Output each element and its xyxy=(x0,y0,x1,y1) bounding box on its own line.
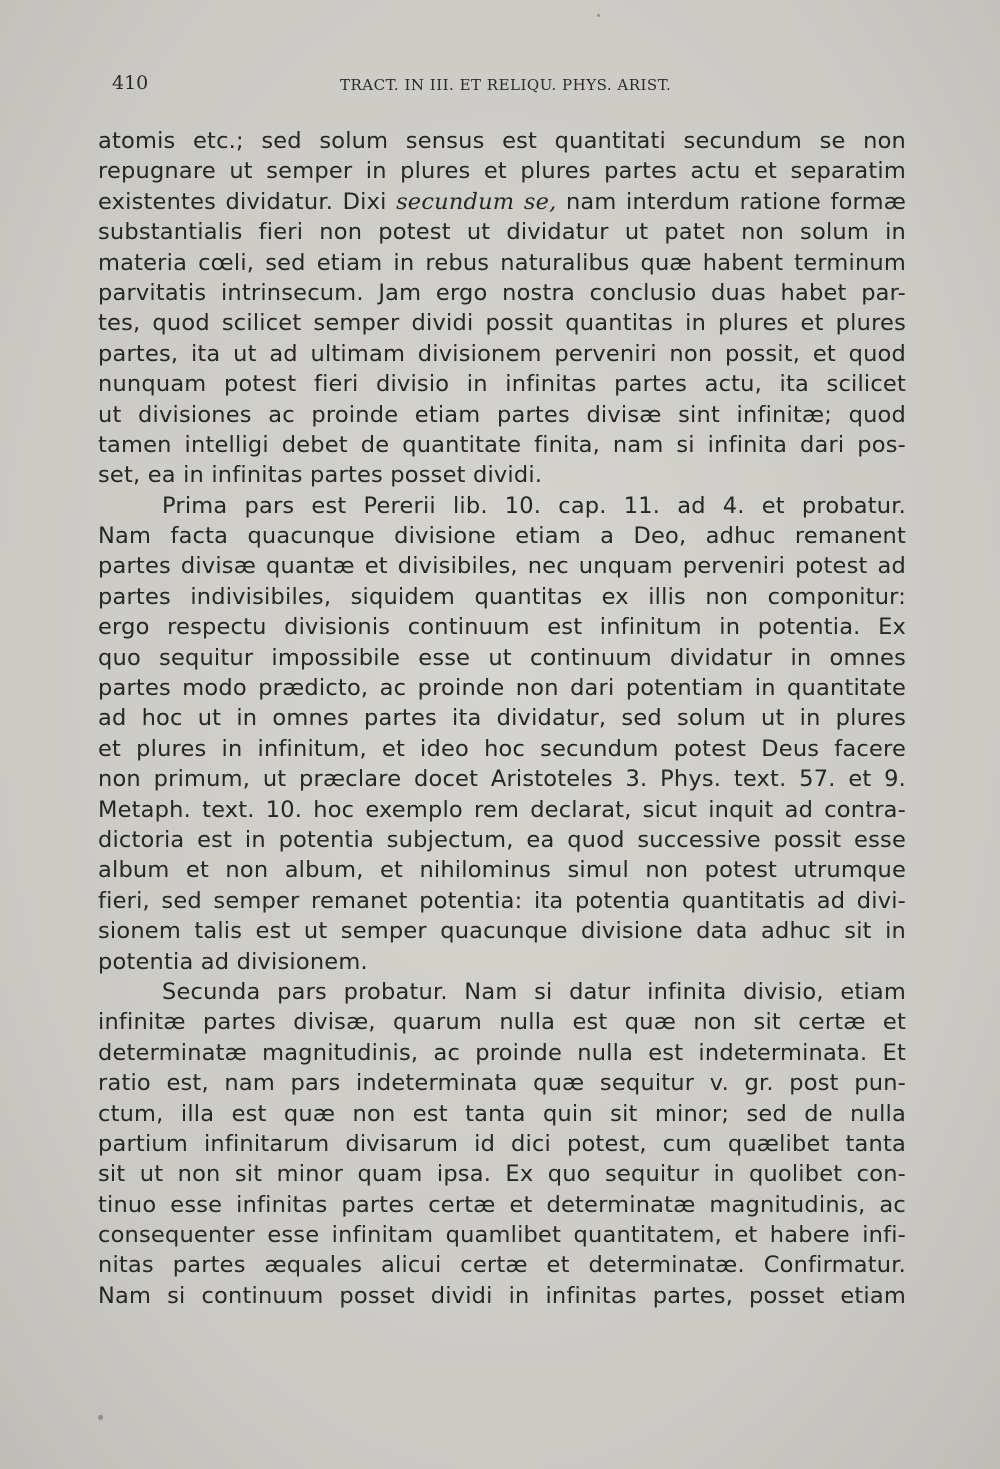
text-line: non primum, ut præclare docet Aristoteles 3. Phys. text. 57. et 9. xyxy=(98,766,906,793)
body-text xyxy=(98,126,906,1311)
text-line: substantialis fieri non potest ut dividatur ut patet non solum in xyxy=(98,219,906,246)
paper-speck xyxy=(597,14,600,17)
text-line: quo sequitur impossibile esse ut continuum dividatur in omnes xyxy=(98,644,906,671)
page-number: 410 xyxy=(112,72,149,94)
text-line: materia cœli, sed etiam in rebus naturalibus quæ habent terminum xyxy=(98,249,906,276)
text-line: Secunda pars probatur. Nam si datur infinita divisio, etiam xyxy=(162,978,906,1005)
text-line: tamen intelligi debet de quantitate finita, nam si infinita dari pos- xyxy=(98,431,906,458)
text-line: sionem talis est ut semper quacunque divisione data adhuc sit in xyxy=(98,918,906,945)
text-line: ergo respectu divisionis continuum est infinitum in potentia. Ex xyxy=(98,614,906,641)
text-line: set, ea in infinitas partes posset dividi. xyxy=(98,462,543,489)
text-line: et plures in infinitum, et ideo hoc secundum potest Deus facere xyxy=(98,735,906,762)
text-line: Metaph. text. 10. hoc exemplo rem declarat, sicut inquit ad contra- xyxy=(98,796,906,823)
text-line: tinuo esse infinitas partes certæ et determinatæ magnitudinis, ac xyxy=(98,1191,906,1218)
text-line: fieri, sed semper remanet potentia: ita potentia quantitatis ad divi- xyxy=(98,887,906,914)
text-line: existentes dividatur. Dixi secundum se, nam interdum ratione formæ xyxy=(98,188,907,215)
text-line: ratio est, nam pars indeterminata quæ sequitur v. gr. post pun- xyxy=(98,1070,906,1097)
paper-speck xyxy=(98,1415,103,1420)
text-line: partium infinitarum divisarum id dici potest, cum quælibet tanta xyxy=(98,1130,906,1157)
text-line: Nam si continuum posset dividi in infinitas partes, posset etiam xyxy=(98,1282,906,1309)
paragraph-3 xyxy=(98,977,906,1311)
running-title: TRACT. IN III. ET RELIQU. PHYS. ARIST. xyxy=(340,76,672,94)
emphasis-text: secundum se, xyxy=(396,188,557,215)
text-line: partes, ita ut ad ultimam divisionem perveniri non possit, et quod xyxy=(98,340,906,367)
text-line: determinatæ magnitudinis, ac proinde nulla est indeterminata. Et xyxy=(98,1039,906,1066)
text-line: nitas partes æquales alicui certæ et determinatæ. Confirmatur. xyxy=(98,1252,906,1279)
text-line: infinitæ partes divisæ, quarum nulla est quæ non sit certæ et xyxy=(98,1009,906,1036)
text-line: partes modo prædicto, ac proinde non dari potentiam in quantitate xyxy=(98,675,906,702)
text-line: repugnare ut semper in plures et plures partes actu et separatim xyxy=(98,158,906,185)
text-line: nunquam potest fieri divisio in infinitas partes actu, ita scilicet xyxy=(98,371,906,398)
running-head xyxy=(112,70,902,98)
text-line: Nam facta quacunque divisione etiam a Deo, adhuc remanent xyxy=(98,523,906,550)
text-line: consequenter esse infinitam quamlibet quantitatem, et habere infi- xyxy=(98,1222,906,1249)
text-line: tes, quod scilicet semper dividi possit quantitas in plures et plures xyxy=(98,310,906,337)
text-line: atomis etc.; sed solum sensus est quantitati secundum se non xyxy=(98,128,906,154)
text-line: Prima pars est Pererii lib. 10. cap. 11. ad 4. et probatur. xyxy=(162,492,906,519)
text-line: sit ut non sit minor quam ipsa. Ex quo sequitur in quolibet con- xyxy=(98,1161,906,1188)
text-line: partes divisæ quantæ et divisibiles, nec unquam perveniri potest ad xyxy=(98,553,906,580)
text-line: ad hoc ut in omnes partes ita dividatur, sed solum ut in plures xyxy=(98,705,906,732)
text-line: dictoria est in potentia subjectum, ea quod successive possit esse xyxy=(98,826,906,853)
text-line: album et non album, et nihilominus simul non potest utrumque xyxy=(98,857,906,884)
text-line: partes indivisibiles, siquidem quantitas ex illis non componitur: xyxy=(98,583,906,610)
text-line: ctum, illa est quæ non est tanta quin sit minor; sed de nulla xyxy=(98,1100,906,1127)
text-line: ut divisiones ac proinde etiam partes divisæ sint infinitæ; quod xyxy=(98,401,906,428)
text-line: potentia ad divisionem. xyxy=(98,948,368,975)
paragraph-1 xyxy=(98,126,906,491)
paragraph-2 xyxy=(98,491,906,977)
text-line: parvitatis intrinsecum. Jam ergo nostra conclusio duas habet par- xyxy=(98,279,906,306)
